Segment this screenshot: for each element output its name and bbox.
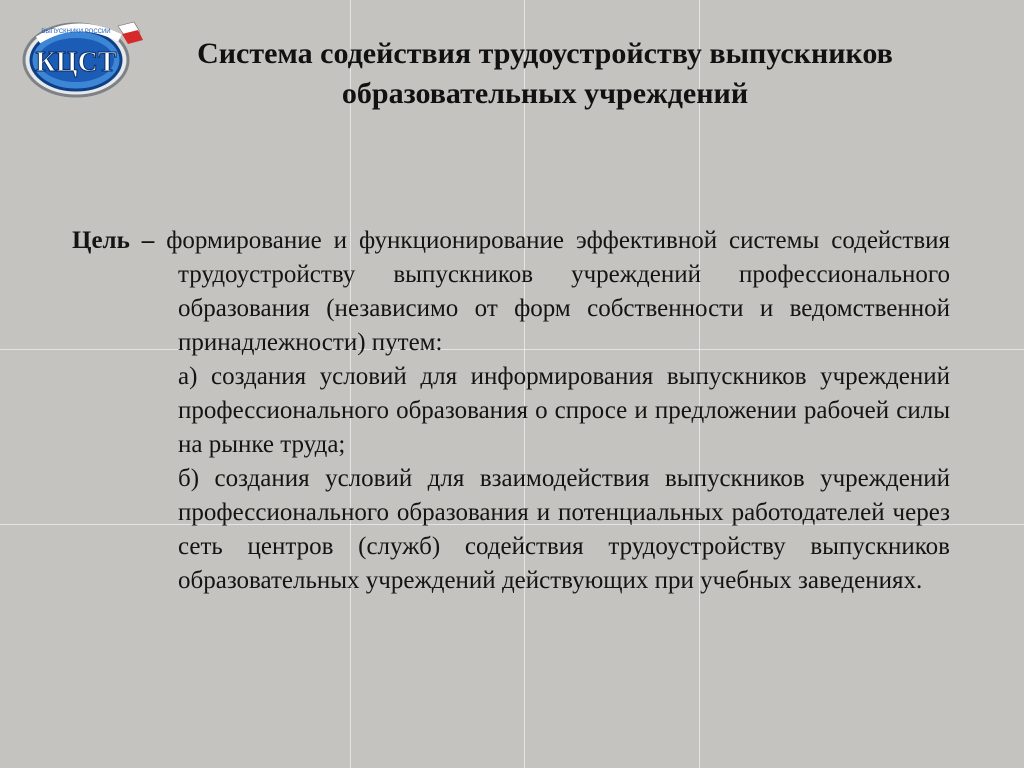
kcst-logo <box>22 18 144 98</box>
goal-section <box>72 224 950 598</box>
goal-term: Цель <box>72 227 130 254</box>
goal-item-a: а) создания условий для информирования выпускников учреждений профессионального образования о спросе и предложении рабочей силы на рынке труда; <box>178 363 950 458</box>
title-line-1: Система содействия трудоустройству выпускников <box>197 37 893 70</box>
page-title <box>140 34 950 114</box>
logo-text: КЦСТ <box>35 47 117 78</box>
title-line-2: образовательных учреждений <box>341 77 749 110</box>
kcst-emblem-icon <box>22 18 144 98</box>
logo-ribbon-text: ВЫПУСКНИКИ РОССИИ <box>41 29 111 35</box>
goal-text: формирование и функционирование эффективной системы содействия трудоустройству выпускников учреждений профессионального образования (независимо от форм собственности и ведомственной принадлежности) путем: <box>166 227 951 356</box>
goal-item-b: б) создания условий для взаимодействия выпускников учреждений профессионального образования и потенциальных работодателей через сеть центров (служб) содействия трудоустройству выпускников образовательных учреждений действующих при учебных заведениях. <box>178 465 950 594</box>
goal-paragraph <box>72 224 950 360</box>
goal-dash: – <box>141 227 155 254</box>
